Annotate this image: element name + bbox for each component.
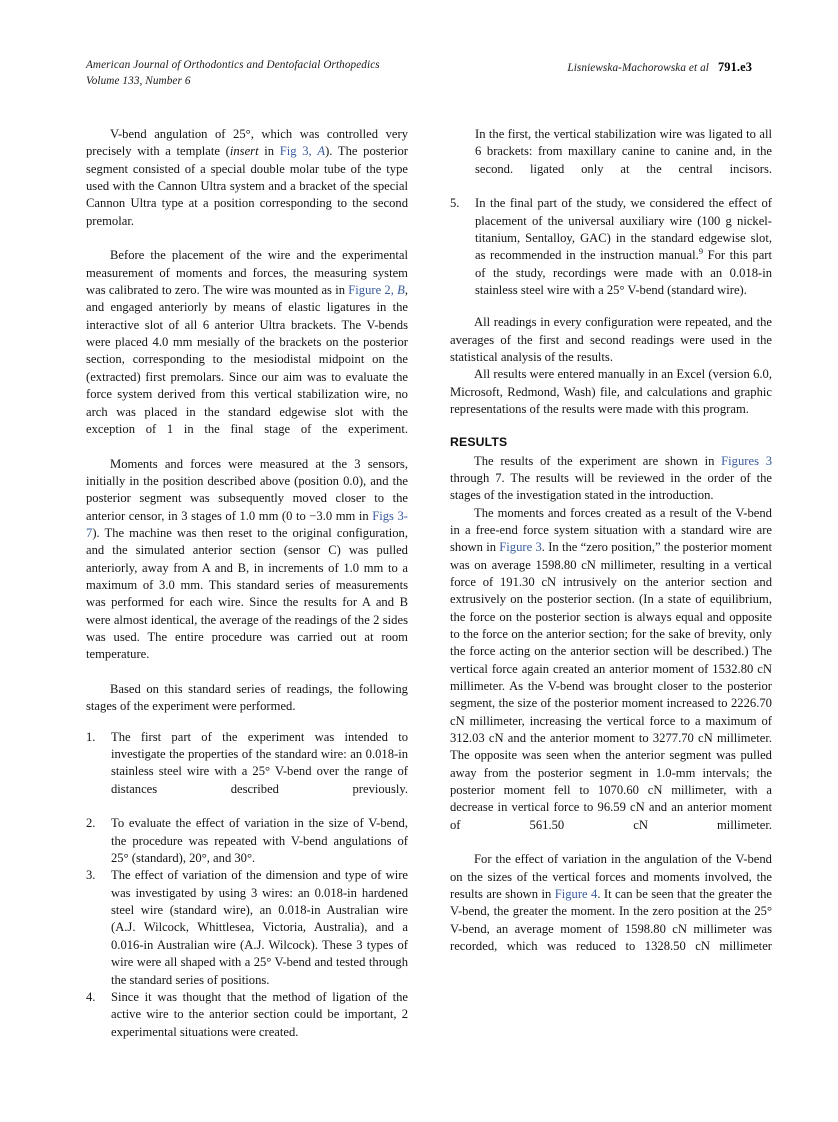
running-head <box>86 58 752 98</box>
para-text-segment: Before the placement of the wire and the experimental measurement of moments and forces, the measuring system was calibrated to zero. The wire was mounted as in <box>86 248 408 298</box>
page-number: 791.e3 <box>718 60 752 74</box>
para-text-segment: V-bend angulation of 25°, which was controlled very precisely with a template ( <box>86 127 408 159</box>
crossref-panel-b[interactable]: B <box>397 283 405 298</box>
paragraph-spacer <box>450 299 772 314</box>
list-item-marker: 5. <box>450 196 460 211</box>
crossref-figure3[interactable]: Figure 3 <box>499 540 542 555</box>
para-text-segment: The results of the experiment are shown in <box>474 453 722 468</box>
crossref-fig3[interactable]: Fig 3 <box>279 144 309 159</box>
para-text-segment: For this part of the study, recordings were made with an 0.018-in stainless steel wire with a 25° V-bend (standard wire). <box>475 248 772 298</box>
para-text-segment: ). The machine was then reset to the original configuration, and the simulated anterior section (sensor C) was pulled anteriorly, away from A and B, in increments of 1.0 mm to a maximum of 3.0 mm. This standard series of measurements was performed for each wire. Since the results for A and B were almost identical, the average of the readings of the 2 sides was used. The entire procedure was carried out at room temperature. <box>86 525 408 662</box>
paragraph-results-overview <box>450 453 772 505</box>
paragraph-moments-forces-standard-wire <box>450 505 772 852</box>
paragraph-measurement-protocol <box>86 456 408 681</box>
running-head-journal <box>86 58 380 89</box>
crossref-figs3-7[interactable]: Figs 3-7 <box>86 508 409 540</box>
list-item-text: To evaluate the effect of variation in the size of V-bend, the procedure was repeated with V-bend angulations of 25° (standard), 20°, and 30°. <box>111 816 408 866</box>
list-item <box>86 815 408 867</box>
para-text-segment: ). The posterior segment consisted of a special double molar tube of the type used with the Cannon Ultra system and a bracket of the special Cannon Ultra type at a position corresponding to the second premolar. <box>86 144 408 228</box>
list-item <box>86 729 408 816</box>
paragraph-excel-data-entry: All results were entered manually in an Excel (version 6.0, Microsoft, Redmond, Wash) file, and calculations and graphic representations of the results were made with this program. <box>450 367 772 417</box>
list-item-marker: 1. <box>86 729 96 744</box>
heading-spacer-top <box>450 419 772 434</box>
para-text-segment: In the final part of the study, we considered the effect of placement of the universal auxiliary wire (100 g nickel-titanium, Sentalloy, GAC) in the standard edgewise slot, as recommended in the instruction manual. <box>475 196 772 263</box>
journal-volume-line: Volume 133, Number 6 <box>86 74 191 87</box>
paragraph-vbend-angulation-effect <box>450 851 772 972</box>
list-spacer <box>86 716 408 729</box>
para-text-segment: , <box>308 144 318 159</box>
para-text-segment: . It can be seen that the greater the V-bend, the greater the moment. In the zero position at the 25° V-bend, an average moment of 1598.80 cN millimeter was recorded, which was reduced to 1328.50 cN millimeter <box>450 887 773 954</box>
para-text-segment: For the effect of variation in the angulation of the V-bend on the sizes of the vertical forces and moments involved, the results are shown in <box>450 852 772 902</box>
right-column <box>450 126 772 973</box>
list-item-text: Since it was thought that the method of ligation of the active wire to the anterior section could be important, 2 experimental situations were created. <box>111 989 408 1039</box>
running-head-right <box>567 58 752 76</box>
citation-reference-9[interactable]: 9 <box>698 246 704 257</box>
paragraph-calibration <box>86 247 408 455</box>
experiment-stages-list <box>86 729 408 1041</box>
paragraph-readings-repeated: All readings in every configuration were repeated, and the averages of the first and second readings were used in the statistical analysis of the results. <box>450 315 772 365</box>
list-item-marker: 3. <box>86 868 96 883</box>
crossref-panel-a[interactable]: A <box>317 144 326 159</box>
crossref-figures3[interactable]: Figures 3 <box>721 453 772 468</box>
list-item <box>450 195 772 299</box>
list-item-text: The effect of variation of the dimension and type of wire was investigated by using 3 wires: an 0.018-in hardened steel wire (standard wire), an 0.018-in Australian wire (A.J. Wilcock, Whittlesea, Victoria, Australia), and a 0.016-in Australian wire (A.J. Wilcock). These 3 types of wire were all shaped with a 25° V-bend and tested through the standard series of positions. <box>111 868 408 987</box>
list-item-text: The first part of the experiment was intended to investigate the properties of the standard wire: an 0.018-in stainless steel wire with a 25° V-bend over the range of distances described previously. <box>111 729 408 796</box>
section-heading-results: RESULTS <box>450 434 508 449</box>
list-item-4-continuation: In the first, the vertical stabilization wire was ligated to all 6 brackets: from maxillary canine to canine and, in the second. ligated only at the central incisors. <box>475 127 772 176</box>
para-text-segment: . In the “zero position,” the posterior moment was on average 1598.80 cN millimeter, resulting in a vertical force of 191.30 cN intrusively on the anterior section and extrusively on the posterior section. (In a state of equilibrium, the force on the posterior section is always equal and opposite to the force on the anterior section; for the sake of brevity, only the force acting on the anterior section will be described.) The vertical force again created an anterior moment of 1532.80 cN millimeter. As the V-bend was brought closer to the posterior segment, the size of the posterior moment increased to 2226.70 cN millimeter, increasing the vertical force to a maximum of 312.03 cN and the anterior moment to 3277.70 cN millimeter. The opposite was seen when the anterior segment was pulled away from the posterior segment in 1.0-mm intervals; the posterior moment fell to 1070.60 cN millimeter, with a decrease in vertical force to 96.59 cN and an anterior moment of 561.50 cN millimeter. <box>450 540 772 832</box>
emphasis-insert: insert <box>229 144 259 159</box>
list-item-marker: 2. <box>86 816 96 831</box>
para-text-segment: The moments and forces created as a result of the V-bend in a free-end force system situation with a standard wire are shown in <box>450 505 772 555</box>
list-item <box>86 989 408 1041</box>
experiment-stages-list-continued <box>450 195 772 299</box>
para-text-segment: Moments and forces were measured at the 3 sensors, initially in the position described above (position 0.0), and the posterior segment was subsequently moved closer to the anterior censor, in 3 stages of 1.0 mm (0 to −3.0 mm in <box>86 456 408 523</box>
list-item <box>86 867 408 988</box>
list-item-marker: 4. <box>86 989 96 1004</box>
running-head-authors: Lisniewska-Machorowska et al <box>567 62 710 74</box>
para-text-segment: in <box>258 144 280 159</box>
paragraph-stages-intro: Based on this standard series of readings, the following stages of the experiment were performed. <box>86 682 408 714</box>
list-item-text <box>475 196 772 297</box>
left-column <box>86 126 408 1041</box>
para-text-segment: through 7. The results will be reviewed in the order of the stages of the investigation stated in the introduction. <box>450 470 772 503</box>
paragraph-vbend-angulation <box>86 126 408 247</box>
para-text-segment: , and engaged anteriorly by means of elastic ligatures in the interactive slot of all 6 anterior Ultra brackets. The V-bends were placed 4.0 mm mesially of the brackets on the posterior section, corresponding to the mesiodistal midpoint on the (extracted) first premolars. Since our aim was to evaluate the force system derived from this vertical stabilization wire, no arch was placed in the standard edgewise slot with the exception of 1 in the final stage of the experiment. <box>86 283 408 436</box>
crossref-figure2[interactable]: Figure 2 <box>348 283 391 298</box>
journal-title-line: American Journal of Orthodontics and Dentofacial Orthopedics <box>86 59 380 71</box>
para-text-segment: , <box>390 283 398 298</box>
crossref-figure4[interactable]: Figure 4 <box>554 887 598 902</box>
